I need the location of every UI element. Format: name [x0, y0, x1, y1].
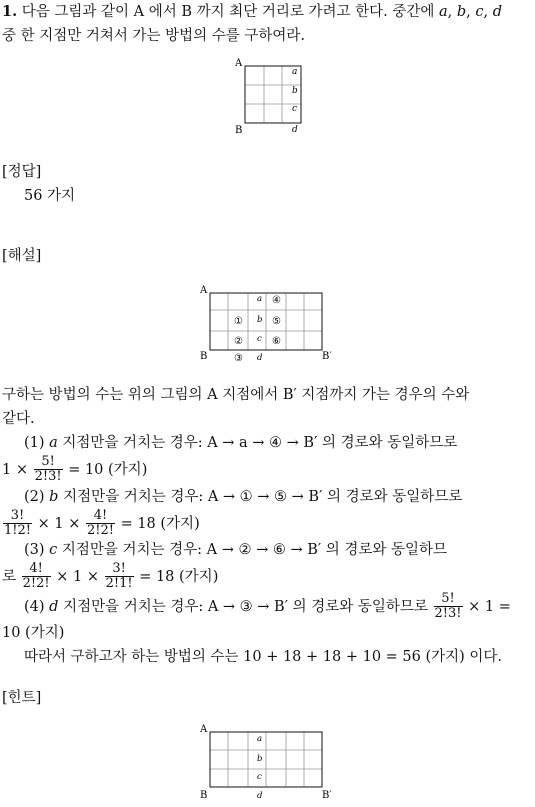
fig2-circled-2: ②: [234, 336, 243, 347]
fig2-label-A: A: [200, 285, 208, 296]
fig2-label-Bprime: B′: [322, 351, 332, 362]
fig3-label-a: a: [257, 734, 263, 744]
answer-value: 56 가지: [24, 188, 76, 204]
fig1-label-b: b: [292, 86, 298, 96]
fig2-circled-1: ①: [234, 316, 243, 327]
var-a: a: [438, 4, 448, 20]
explanation-header-block: [0, 244, 535, 268]
hint-header: [힌트]: [2, 690, 42, 706]
problem-line2: 중 한 지점만 거쳐서 가는 방법의 수를 구하여라.: [2, 28, 306, 44]
case4-result: 10 (가지): [2, 625, 65, 642]
figure-grid-problem: [230, 56, 310, 144]
fig1-label-d: d: [292, 125, 298, 135]
case2-equation: $\frac{3!}{1!2!}$ × 1 × $\frac{4!}{2!2!}$ = 18 (가지): [4, 507, 200, 538]
figure-grid-explanation: [198, 284, 343, 372]
explanation-intro1: 구하는 방법의 수는 위의 그림의 A 지점에서 B′ 지점까지 가는 경우의 수와: [2, 387, 470, 403]
fig1-label-a: a: [292, 67, 298, 77]
fig1-label-B: B: [235, 125, 243, 136]
fig2-label-a: a: [257, 294, 263, 304]
explanation-intro2: 같다.: [2, 411, 35, 427]
problem-line1: 다음 그림과 같이 A 에서 B 까지 최단 거리로 가려고 한다. 중간에: [21, 4, 435, 20]
fig1-label-A: A: [235, 58, 243, 69]
fig2-label-d: d: [257, 353, 263, 363]
explanation-body: [0, 383, 535, 669]
case1-equation: 1 × $\frac{5!}{2!3!}$ = 10 (가지): [2, 454, 148, 485]
fig1-label-c: c: [292, 104, 298, 114]
hint-header-block: [0, 686, 535, 710]
case3-equation: 로 $\frac{4!}{2!2!}$ × 1 × $\frac{3!}{2!1!}$ = 18 (가지): [2, 561, 219, 592]
case1-line: (1) a 지점만을 거치는 경우: A → a → ④ → B′ 의 경로와 동일하므로: [24, 435, 458, 451]
var-d: d: [492, 4, 502, 20]
problem-number: 1.: [2, 3, 18, 20]
fig3-label-A: A: [200, 724, 208, 735]
answer-header: [정답]: [2, 164, 42, 180]
fig2-circled-6: ⑥: [272, 336, 281, 347]
case2-line: (2) b 지점만을 거치는 경우: A → ① → ⑤ → B′ 의 경로와 동일하므로: [24, 488, 463, 505]
fig3-label-B: B: [200, 790, 208, 799]
case4-line: (4) d 지점만을 거치는 경우: A → ③ → B′ 의 경로와 동일하므로 $\frac{5!}{2!3!}$ × 1 =: [24, 590, 511, 622]
fig2-circled-4: ④: [272, 295, 281, 306]
var-c: c: [475, 4, 484, 20]
var-b: b: [456, 4, 467, 20]
problem-statement: 1. 다음 그림과 같이 A 에서 B 까지 최단 거리로 가려고 한다. 중간에 a, b, c, d 중 한 지점만 거쳐서 가는 방법의 수를 구하여라.: [0, 0, 535, 48]
fig3-label-d: d: [257, 791, 263, 799]
fig3-label-b: b: [257, 754, 263, 764]
conclusion: 따라서 구하고자 하는 방법의 수는 10 + 18 + 18 + 10 = 56 (가지) 이다.: [24, 649, 503, 666]
fig2-circled-3: ③: [234, 353, 243, 364]
fig2-label-c: c: [257, 334, 262, 344]
fig2-label-B: B: [200, 351, 208, 362]
fig2-label-b: b: [257, 315, 263, 325]
figure-grid-hint: [198, 722, 343, 807]
fig3-label-Bprime: B′: [322, 790, 332, 799]
fig2-circled-5: ⑤: [272, 316, 281, 327]
fig3-label-c: c: [257, 772, 262, 782]
answer-section: [0, 160, 535, 208]
explanation-header: [해설]: [2, 248, 42, 264]
case3-line: (3) c 지점만을 거치는 경우: A → ② → ⑥ → B′ 의 경로와 동일하므: [24, 542, 448, 559]
